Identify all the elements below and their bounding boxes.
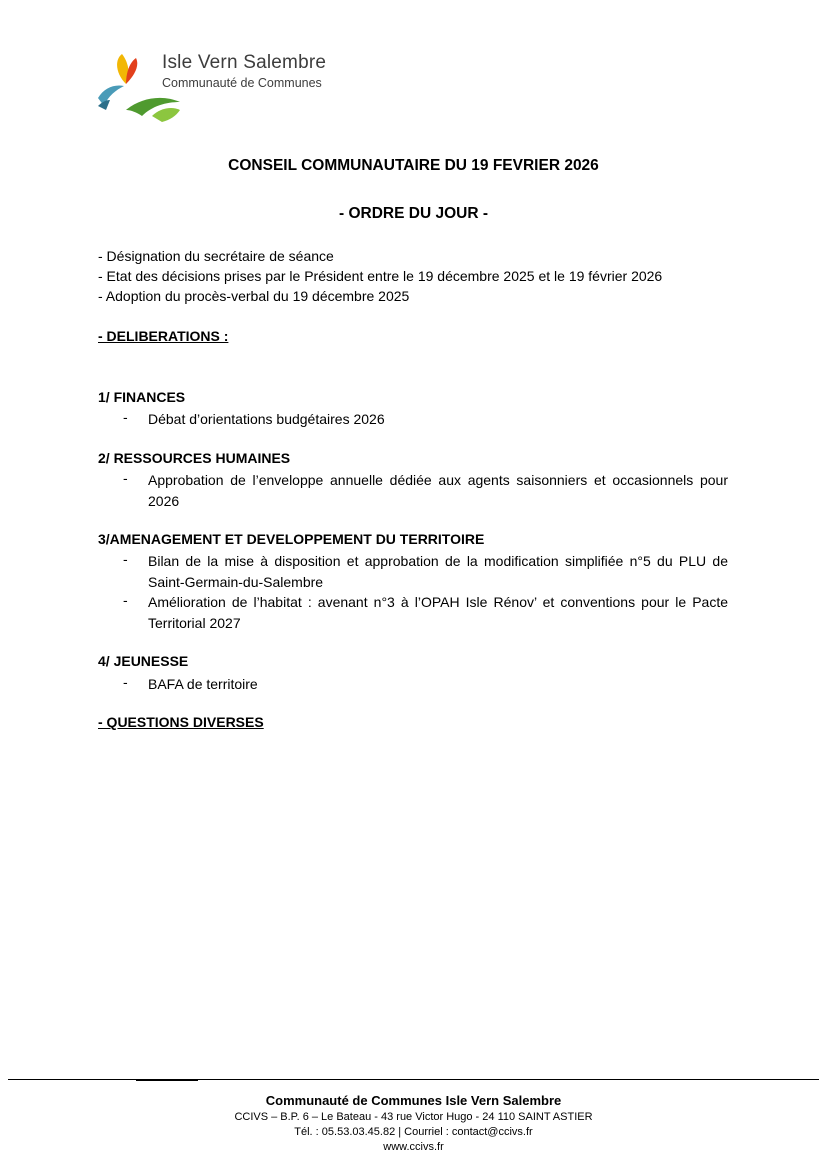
page-title: CONSEIL COMMUNAUTAIRE DU 19 FEVRIER 2026 bbox=[228, 157, 599, 174]
agenda-item: BAFA de territoire bbox=[148, 676, 258, 692]
bullet-dash: - bbox=[123, 409, 128, 425]
org-subtitle: Communauté de Communes bbox=[162, 76, 322, 90]
section-heading: 2/ RESSOURCES HUMAINES bbox=[98, 450, 291, 466]
footer-org-name: Communauté de Communes Isle Vern Salembre bbox=[265, 1093, 562, 1108]
footer-divider bbox=[8, 1079, 819, 1080]
deliberations-heading: - DELIBERATIONS : bbox=[98, 328, 229, 344]
bullet-dash: - bbox=[123, 592, 128, 608]
preliminary-item: - Etat des décisions prises par le Président entre le 19 décembre 2025 et le 19 février 2026 bbox=[98, 268, 663, 284]
section-heading: 4/ JEUNESSE bbox=[98, 653, 189, 669]
org-name: Isle Vern Salembre bbox=[162, 52, 327, 73]
bullet-dash: - bbox=[123, 470, 128, 486]
footer-contact: Tél. : 05.53.03.45.82 | Courriel : contact@ccivs.fr bbox=[294, 1126, 533, 1138]
agenda-item: Approbation de l’enveloppe annuelle dédiée aux agents saisonniers et occasionnels pour 2026 bbox=[148, 472, 728, 509]
preliminary-item: - Adoption du procès-verbal du 19 décembre 2025 bbox=[98, 288, 410, 304]
section-heading: 3/AMENAGEMENT ET DEVELOPPEMENT DU TERRITOIRE bbox=[98, 531, 485, 547]
section-heading: 1/ FINANCES bbox=[98, 389, 186, 405]
preliminary-item: - Désignation du secrétaire de séance bbox=[98, 248, 334, 264]
footer-divider-accent bbox=[136, 1080, 198, 1081]
agenda-subtitle: - ORDRE DU JOUR - bbox=[339, 205, 488, 222]
footer-address: CCIVS – B.P. 6 – Le Bateau - 43 rue Victor Hugo - 24 110 SAINT ASTIER bbox=[234, 1111, 593, 1123]
agenda-item: Bilan de la mise à disposition et approbation de la modification simplifiée n°5 du PLU de Saint-Germain-du-Salembre bbox=[148, 553, 728, 590]
agenda-item: Débat d’orientations budgétaires 2026 bbox=[148, 411, 385, 427]
bullet-dash: - bbox=[123, 551, 128, 567]
agenda-item: Amélioration de l’habitat : avenant n°3 à l’OPAH Isle Rénov’ et conventions pour le Pacte Territorial 2027 bbox=[148, 594, 728, 631]
bullet-dash: - bbox=[123, 674, 128, 690]
footer-website: www.ccivs.fr bbox=[383, 1141, 444, 1153]
questions-heading: - QUESTIONS DIVERSES bbox=[98, 714, 264, 730]
